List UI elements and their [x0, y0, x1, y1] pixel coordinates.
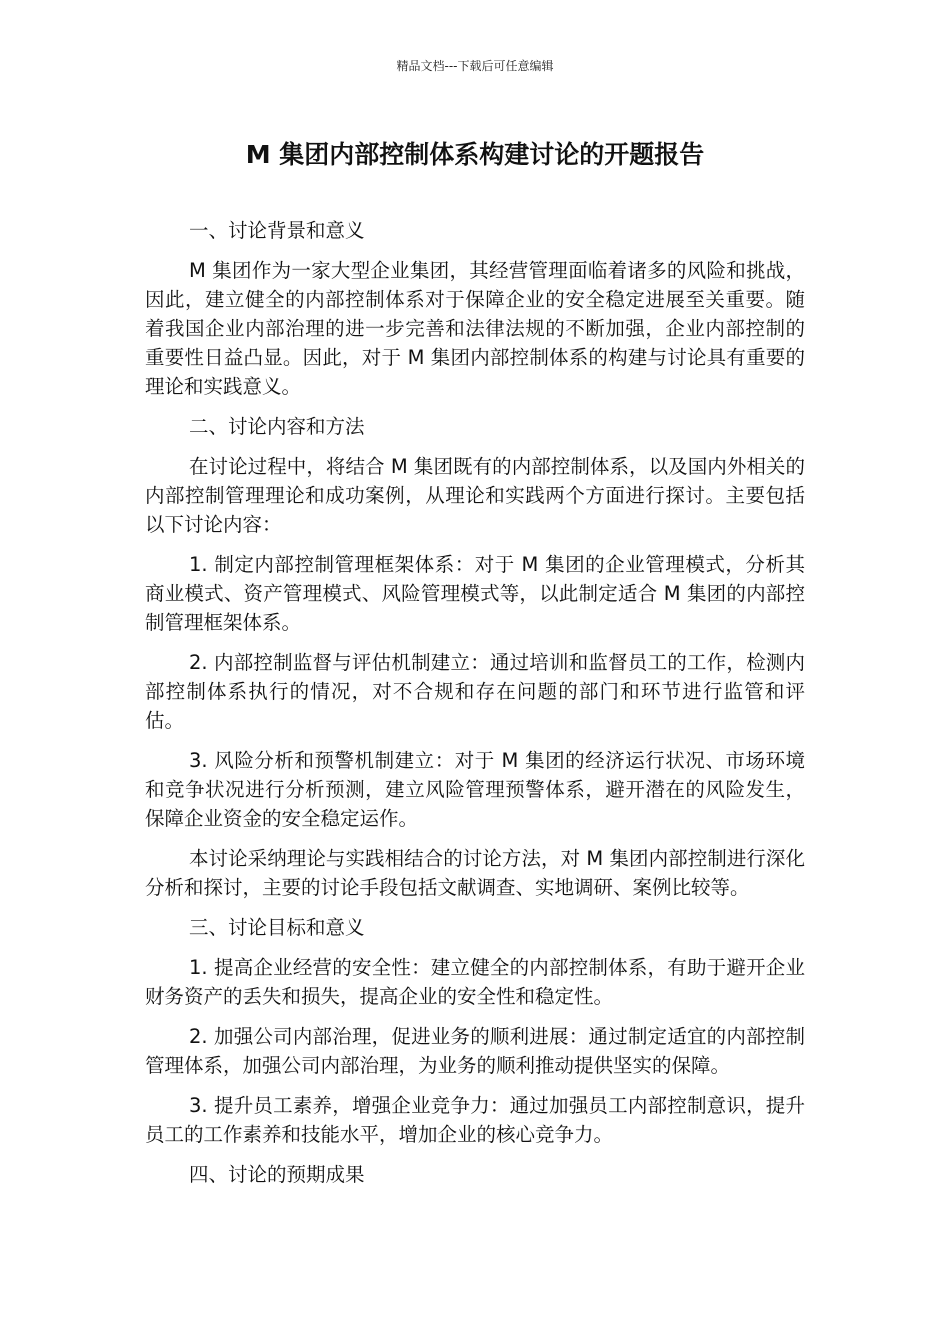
paragraph-background: M 集团作为一家大型企业集团，其经营管理面临着诸多的风险和挑战，因此，建立健全的内部控制体系对于保障企业的安全稳定进展至关重要。随着我国企业内部治理的进一步完善和法律法规的不断加强，企业内部控制的重要性日益凸显。因此，对于 M 集团内部控制体系的构建与讨论具有重要的理论和实践意义。 [145, 259, 805, 398]
section-heading-goals: 三、讨论目标和意义 [189, 916, 365, 939]
list-item-competitiveness: 3. 提升员工素养，增强企业竞争力：通过加强员工内部控制意识，提升员工的工作素养和技能水平，增加企业的核心竞争力。 [145, 1094, 805, 1146]
section-heading-expected-results: 四、讨论的预期成果 [189, 1163, 365, 1186]
list-item-framework: 1. 制定内部控制管理框架体系：对于 M 集团的企业管理模式，分析其商业模式、资产管理模式、风险管理模式等，以此制定适合 M 集团的内部控制管理框架体系。 [145, 553, 805, 634]
list-item-risk-warning: 3. 风险分析和预警机制建立：对于 M 集团的经济运行状况、市场环境和竞争状况进行分析预测，建立风险管理预警体系，避开潜在的风险发生，保障企业资金的安全稳定运作。 [145, 749, 805, 830]
document-title: M 集团内部控制体系构建讨论的开题报告 [245, 140, 705, 169]
list-item-supervision: 2. 内部控制监督与评估机制建立：通过培训和监督员工的工作，检测内部控制体系执行的情况，对不合规和存在问题的部门和环节进行监管和评估。 [145, 651, 805, 732]
section-heading-background: 一、讨论背景和意义 [189, 219, 365, 242]
section-heading-content-method: 二、讨论内容和方法 [189, 415, 365, 438]
document-body [145, 216, 805, 1200]
list-item-safety: 1. 提高企业经营的安全性：建立健全的内部控制体系，有助于避开企业财务资产的丢失和损失，提高企业的安全性和稳定性。 [145, 956, 805, 1008]
paragraph-method: 本讨论采纳理论与实践相结合的讨论方法，对 M 集团内部控制进行深化分析和探讨，主要的讨论手段包括文献调查、实地调研、案例比较等。 [145, 847, 805, 899]
list-item-governance: 2. 加强公司内部治理，促进业务的顺利进展：通过制定适宜的内部控制管理体系，加强公司内部治理，为业务的顺利推动提供坚实的保障。 [145, 1025, 805, 1077]
paragraph-content-intro: 在讨论过程中，将结合 M 集团既有的内部控制体系，以及国内外相关的内部控制管理理论和成功案例，从理论和实践两个方面进行探讨。主要包括以下讨论内容： [145, 455, 805, 536]
header-note: 精品文档---下载后可任意编辑 [396, 59, 554, 73]
